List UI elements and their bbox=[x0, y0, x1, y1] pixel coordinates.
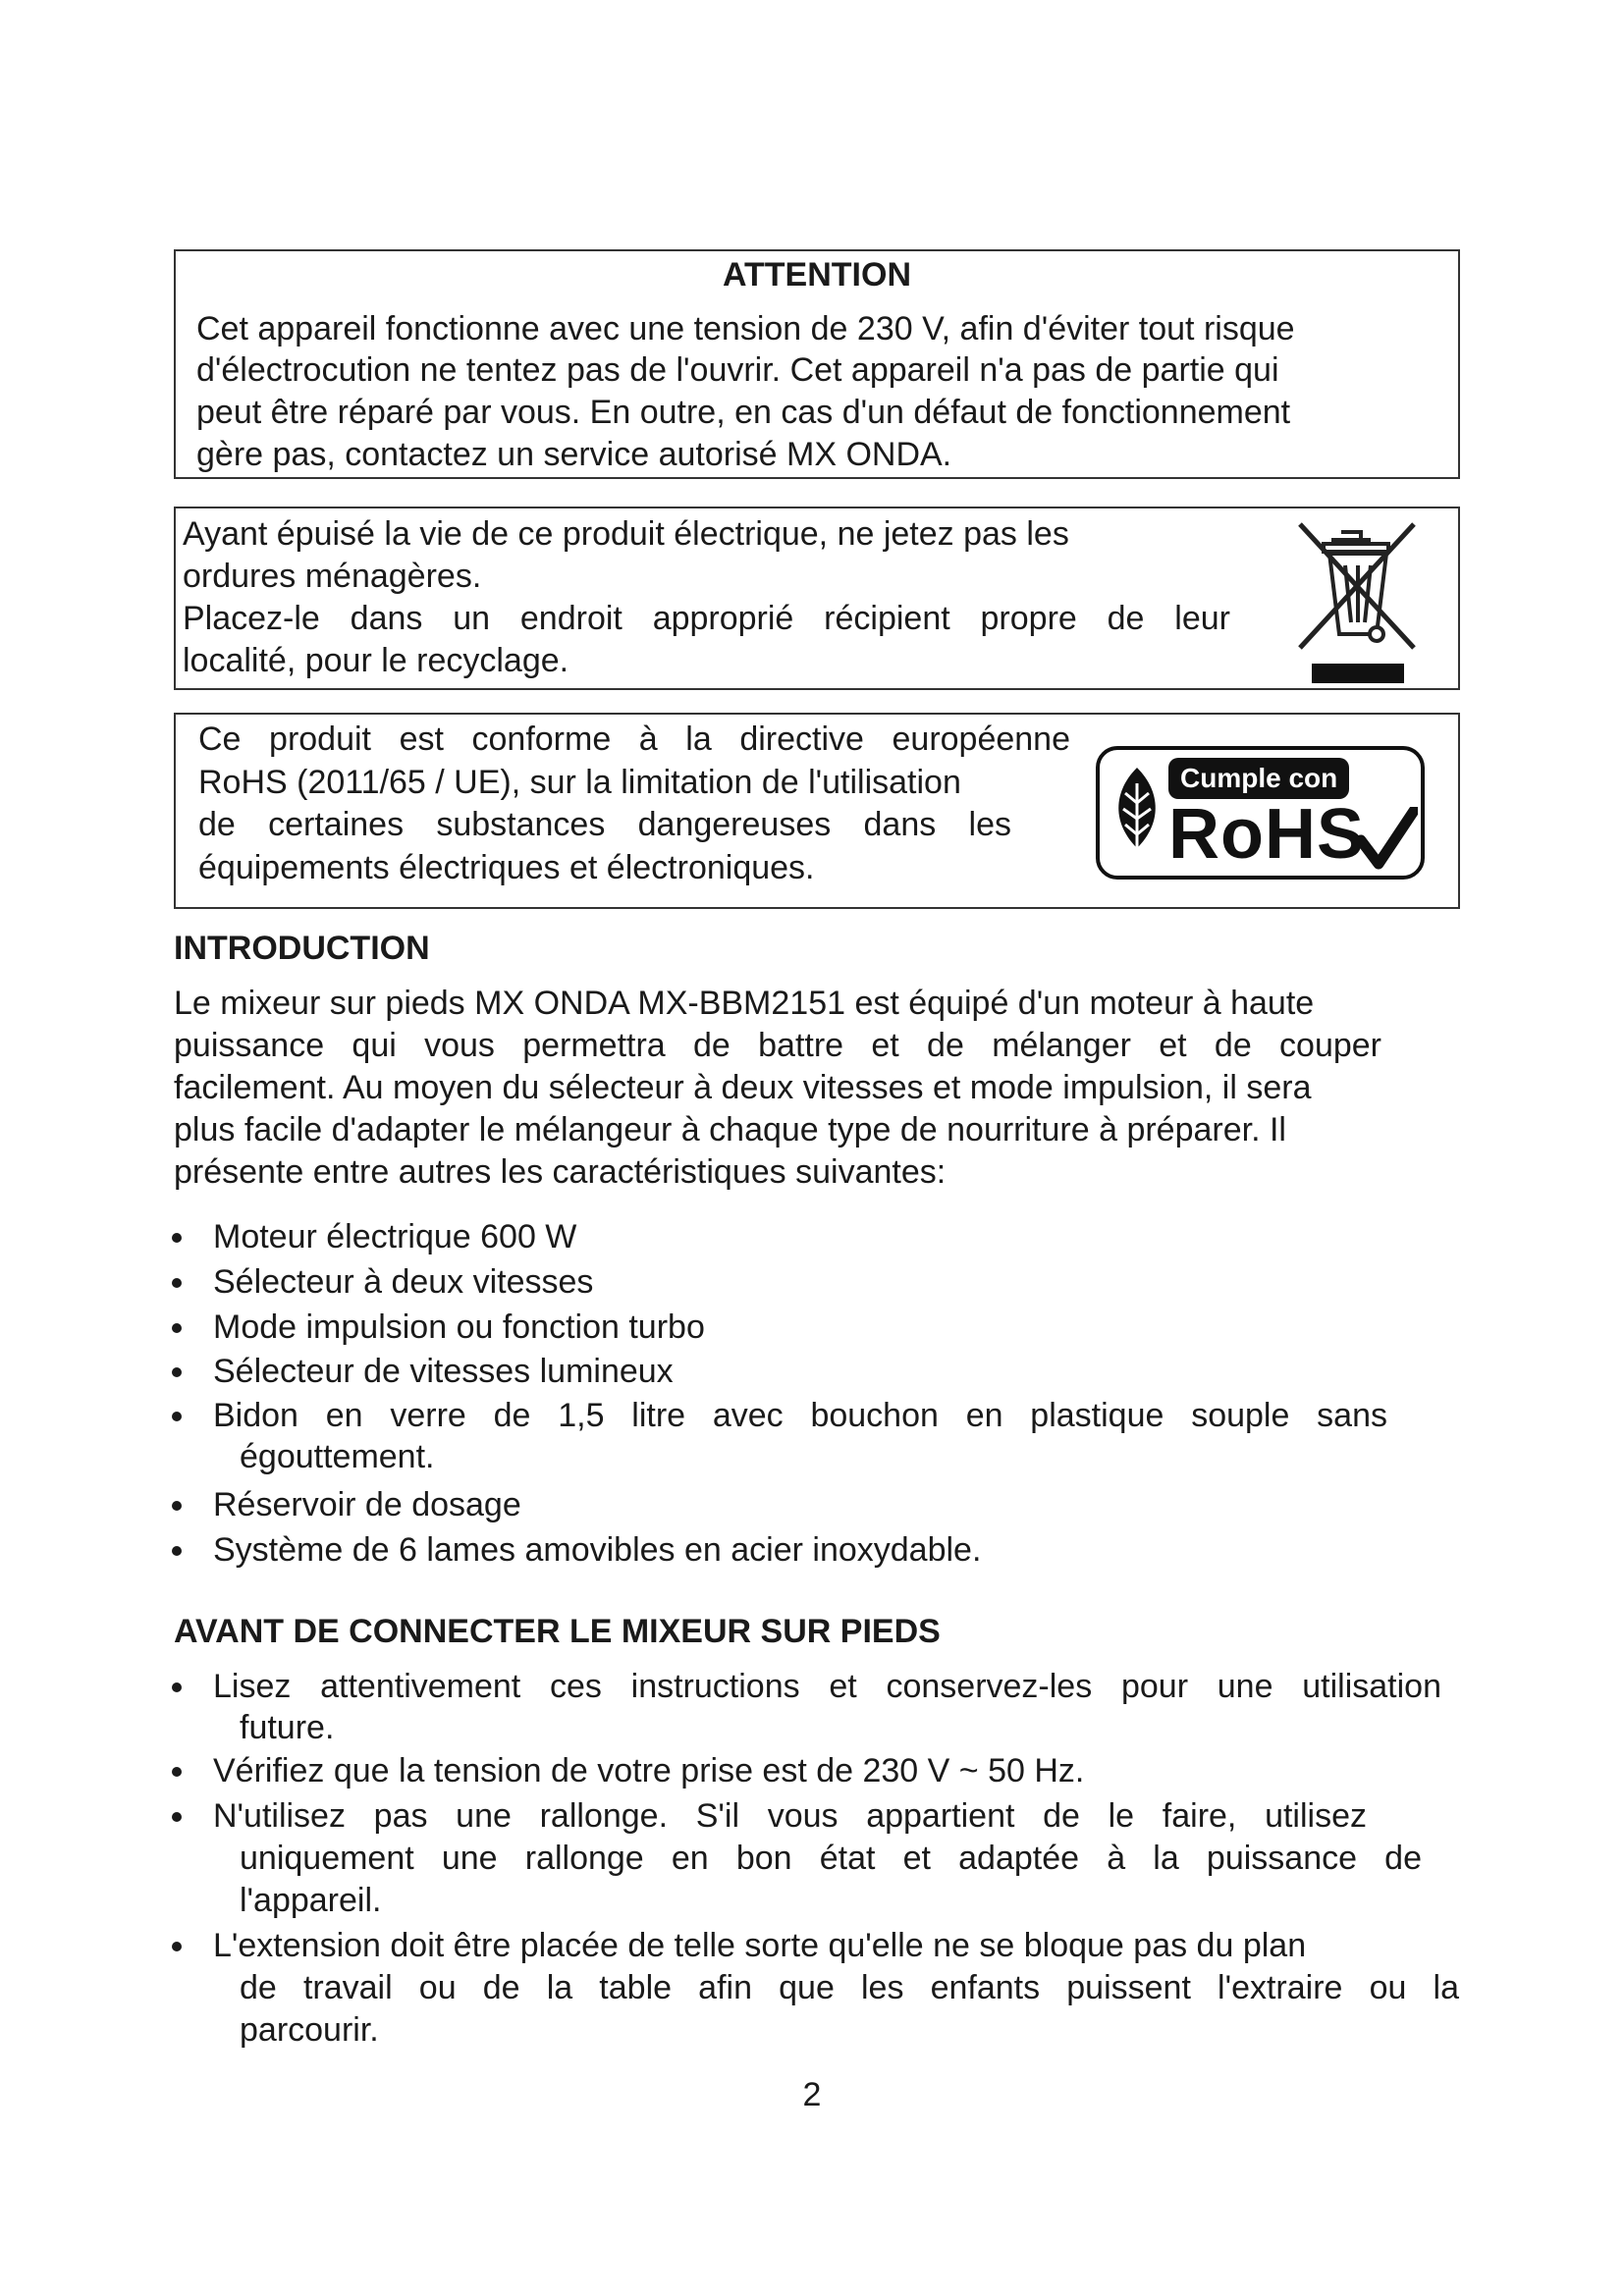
feature-item: Bidon en verre de 1,5 litre avec bouchon en plastique souple sans bbox=[213, 1397, 1387, 1434]
bullet-icon bbox=[172, 1412, 182, 1421]
rohs-line-1: Ce produit est conforme à la directive européenne bbox=[198, 721, 1070, 758]
feature-item: Sélecteur de vitesses lumineux bbox=[213, 1353, 674, 1390]
attention-title: ATTENTION bbox=[722, 256, 911, 294]
attention-line-1: Cet appareil fonctionne avec une tension de 230 V, afin d'éviter tout risque bbox=[196, 310, 1295, 347]
attention-line-2: d'électrocution ne tentez pas de l'ouvrir. Cet appareil n'a pas de partie qui bbox=[196, 351, 1279, 389]
introduction-line-2: puissance qui vous permettra de battre et de mélanger et de couper bbox=[174, 1027, 1381, 1064]
bullet-icon bbox=[172, 1682, 182, 1692]
before-connect-item: L'extension doit être placée de telle sorte qu'elle ne se bloque pas du plan bbox=[213, 1927, 1307, 1964]
bullet-icon bbox=[172, 1812, 182, 1822]
feature-item: Système de 6 lames amovibles en acier inoxydable. bbox=[213, 1531, 982, 1569]
attention-line-4: gère pas, contactez un service autorisé MX ONDA. bbox=[196, 436, 952, 473]
before-connect-item-continuation: parcourir. bbox=[240, 2011, 379, 2049]
rohs-line-4: équipements électriques et électroniques. bbox=[198, 849, 815, 886]
leaf-icon bbox=[1110, 764, 1164, 866]
bullet-icon bbox=[172, 1767, 182, 1777]
rohs-line-3: de certaines substances dangereuses dans les bbox=[198, 806, 1011, 843]
rohs-line-2: RoHS (2011/65 / UE), sur la limitation de l'utilisation bbox=[198, 764, 961, 801]
bullet-icon bbox=[172, 1546, 182, 1556]
bullet-icon bbox=[172, 1323, 182, 1333]
before-connect-item-continuation: uniquement une rallonge en bon état et adaptée à la puissance de bbox=[240, 1840, 1422, 1877]
introduction-line-3: facilement. Au moyen du sélecteur à deux vitesses et mode impulsion, il sera bbox=[174, 1069, 1312, 1106]
before-connect-item: Vérifiez que la tension de votre prise est de 230 V ~ 50 Hz. bbox=[213, 1752, 1085, 1789]
introduction-line-5: présente entre autres les caractéristiques suivantes: bbox=[174, 1153, 947, 1191]
before-connect-item: N'utilisez pas une rallonge. S'il vous appartient de le faire, utilisez bbox=[213, 1797, 1367, 1835]
bullet-icon bbox=[172, 1501, 182, 1511]
bullet-icon bbox=[172, 1233, 182, 1243]
feature-item: Mode impulsion ou fonction turbo bbox=[213, 1308, 705, 1346]
before-connect-item-continuation: l'appareil. bbox=[240, 1882, 382, 1919]
feature-item: Réservoir de dosage bbox=[213, 1486, 521, 1523]
rohs-logo-main: RoHS bbox=[1168, 795, 1365, 874]
introduction-line-1: Le mixeur sur pieds MX ONDA MX-BBM2151 est équipé d'un moteur à haute bbox=[174, 985, 1315, 1022]
attention-line-3: peut être réparé par vous. En outre, en cas d'un défaut de fonctionnement bbox=[196, 394, 1291, 431]
before-connect-item: Lisez attentivement ces instructions et conservez-les pour une utilisation bbox=[213, 1668, 1441, 1705]
recycling-line-3: Placez-le dans un endroit approprié récipient propre de leur bbox=[183, 600, 1230, 637]
before-connect-item-continuation: future. bbox=[240, 1709, 335, 1746]
bullet-icon bbox=[172, 1367, 182, 1377]
rohs-logo-top: Cumple con bbox=[1168, 758, 1349, 799]
rohs-compliance-logo bbox=[1096, 746, 1425, 880]
introduction-line-4: plus facile d'adapter le mélangeur à chaque type de nourriture à préparer. Il bbox=[174, 1111, 1286, 1148]
recycling-line-1: Ayant épuisé la vie de ce produit électrique, ne jetez pas les bbox=[183, 515, 1069, 553]
bullet-icon bbox=[172, 1278, 182, 1288]
page-number: 2 bbox=[802, 2076, 822, 2113]
bullet-icon bbox=[172, 1942, 182, 1951]
before-connect-heading: AVANT DE CONNECTER LE MIXEUR SUR PIEDS bbox=[174, 1613, 941, 1650]
introduction-heading: INTRODUCTION bbox=[174, 930, 430, 967]
crossed-out-wheelie-bin-icon bbox=[1294, 518, 1422, 685]
checkmark-icon bbox=[1357, 807, 1418, 870]
feature-item-continuation: égouttement. bbox=[240, 1438, 435, 1475]
before-connect-item-continuation: de travail ou de la table afin que les enfants puissent l'extraire ou la bbox=[240, 1969, 1459, 2006]
feature-item: Sélecteur à deux vitesses bbox=[213, 1263, 594, 1301]
feature-item: Moteur électrique 600 W bbox=[213, 1218, 577, 1255]
recycling-line-2: ordures ménagères. bbox=[183, 558, 482, 595]
recycling-line-4: localité, pour le recyclage. bbox=[183, 642, 569, 679]
